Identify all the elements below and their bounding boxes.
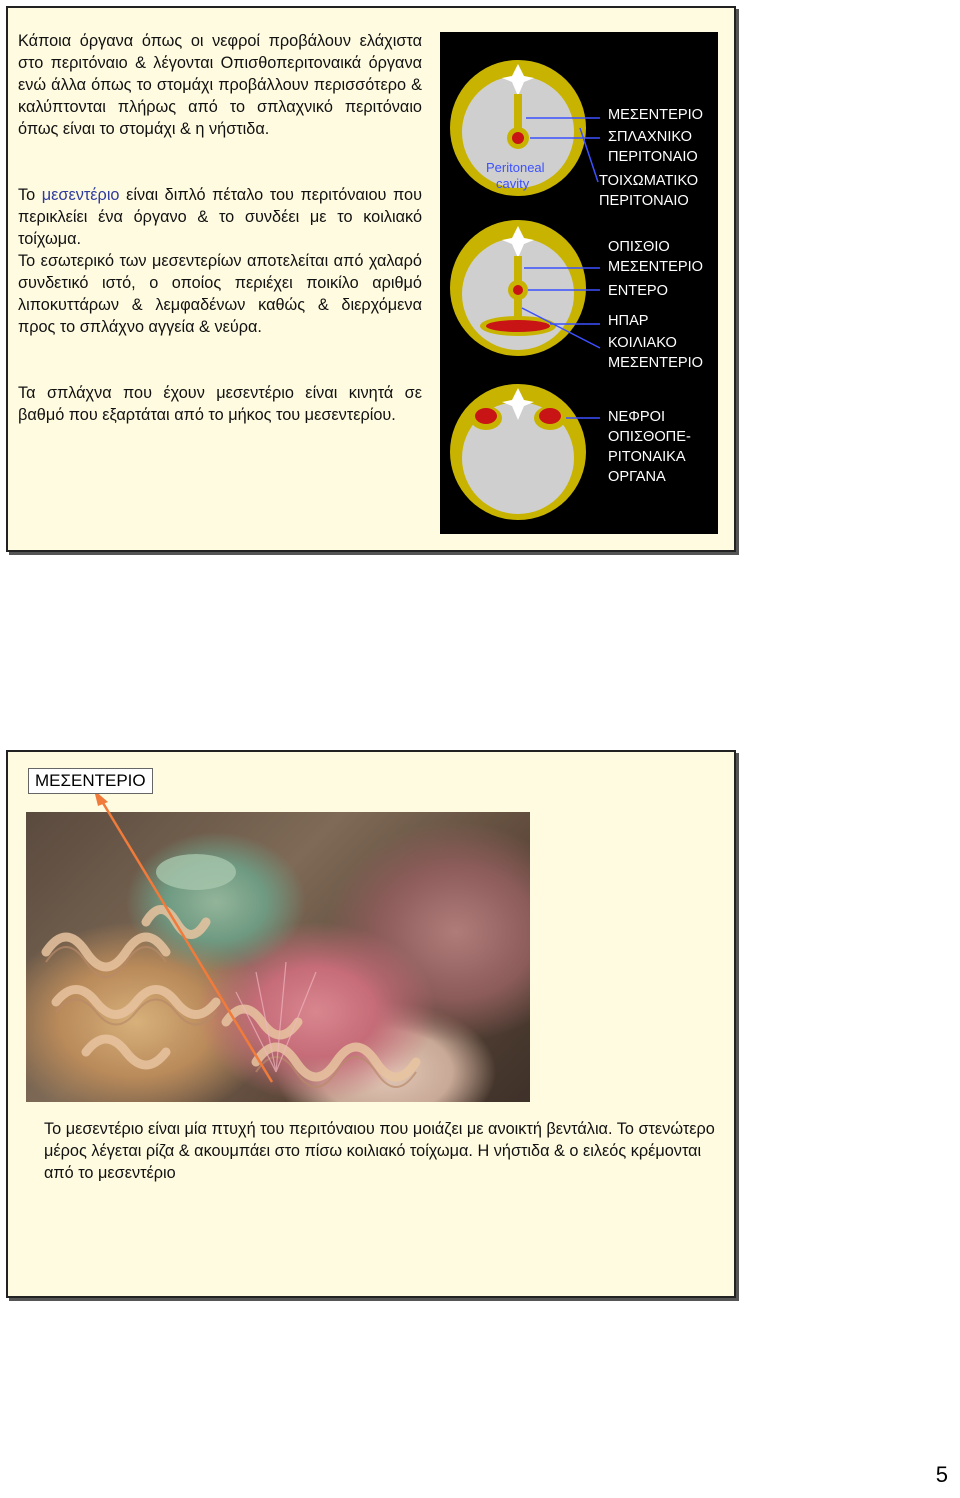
kidney-right xyxy=(539,408,561,424)
diagram-label: ΝΕΦΡΟΙ xyxy=(608,409,666,425)
diagram-label: ΟΠΙΣΘΙΟ xyxy=(608,239,670,255)
peritoneum-diagram xyxy=(440,32,718,534)
diagram-label: ΗΠΑΡ xyxy=(608,313,649,329)
liver-2 xyxy=(486,320,550,332)
diagram-label: ΜΕΣΕΝΤΕΡΙΟ xyxy=(608,107,703,123)
paragraph-mobility: Τα σπλάχνα που έχουν μεσεντέριο είναι κινητά σε βαθμό που εξαρτάται από το μήκος του μεσεντερίου. xyxy=(18,384,422,424)
paragraph-retroperitoneal: Κάποια όργανα όπως οι νεφροί προβάλουν ελάχιστα στο περιτόναιο & λέγονται Οπισθοπεριτοναικά όργανα ενώ άλλα όπως το στομάχι προβάλλουν περισσότερο & καλύπτονται πλήρως από το σπλαχνικό περιτόναιο όπως είναι το στομάχι & η νήστιδα. xyxy=(18,32,422,138)
highlight-mesentery-term: μεσεντέριο xyxy=(41,186,120,204)
mesentery-vessels xyxy=(236,962,316,1072)
cross-section-2 xyxy=(450,220,586,356)
diagram-label: ΠΕΡΙΤΟΝΑΙΟ xyxy=(599,193,689,209)
paragraph-mesentery-interior: Το εσωτερικό των μεσεντερίων αποτελείται από χαλαρό συνδετικό ιστό, ο οποίος περιέχει ποικίλο αριθμό λιποκυττάρων & λεμφαδένων καθώς & διερχόμενα προς το σπλάχνο αγγεία & νεύρα. xyxy=(18,252,422,336)
stomach-highlight xyxy=(156,854,236,890)
mesentery-photo xyxy=(26,812,530,1102)
photo-graphic xyxy=(26,812,530,1102)
paragraph-mesentery-definition xyxy=(18,184,422,250)
mesentery-tag: ΜΕΣΕΝΤΕΡΙΟ xyxy=(28,768,153,794)
diagram-label: ΜΕΣΕΝΤΕΡΙΟ xyxy=(608,259,703,275)
slide-top xyxy=(6,6,736,552)
cavity-label-line1: Peritoneal xyxy=(486,160,545,175)
diagram-label: ΡΙΤΟΝΑΙΚΑ xyxy=(608,449,686,465)
diagram-label: ΠΕΡΙΤΟΝΑΙΟ xyxy=(608,149,698,165)
kidney-left xyxy=(475,408,497,424)
diagram-label: ΣΠΛΑΧΝΙΚΟ xyxy=(608,129,693,145)
page-number: 5 xyxy=(935,1462,948,1487)
diagram-label: ΜΕΣΕΝΤΕΡΙΟ xyxy=(608,355,703,371)
intestine-loops xyxy=(46,910,416,1078)
paragraph-text: είναι διπλό πέταλο του περιτόναιου που περικλείει ένα όργανο & το συνδέει με το κοιλιακό τοίχωμα. xyxy=(18,186,422,248)
diagram-label: ΕΝΤΕΡΟ xyxy=(608,283,669,299)
cavity-label-line2: cavity xyxy=(496,176,530,191)
slide-bottom xyxy=(6,750,736,1298)
intestine-2 xyxy=(513,285,523,295)
intestine-1 xyxy=(512,132,524,144)
diagram-label: ΟΡΓΑΝΑ xyxy=(608,469,666,485)
leader-parietal xyxy=(580,128,598,182)
cross-section-1 xyxy=(450,60,586,196)
cross-section-3 xyxy=(450,384,586,520)
diagram-label: ΚΟΙΛΙΑΚΟ xyxy=(608,335,677,351)
paragraph-text: Το xyxy=(18,186,42,204)
photo-caption: Το μεσεντέριο είναι μία πτυχή του περιτόναιου που μοιάζει με ανοικτή βεντάλια. Το στενώτερο μέρος λέγεται ρίζα & ακουμπάει στο πίσω κοιλιακό τοίχωμα. Η νήστιδα & ο ειλεός κρέμονται από το μεσεντέριο xyxy=(44,1120,715,1182)
diagram-label: ΤΟΙΧΩΜΑΤΙΚΟ xyxy=(599,173,699,189)
mesentery-stalk-1 xyxy=(514,94,522,132)
diagram-label: ΟΠΙΣΘΟΠΕ- xyxy=(608,429,691,445)
